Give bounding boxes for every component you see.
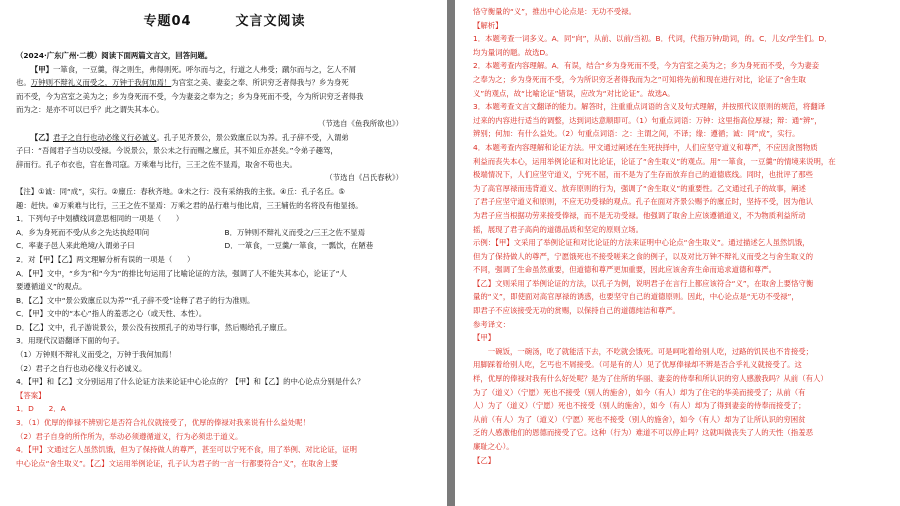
right-page	[455, 0, 900, 506]
passage-b-text: 。孔子见齐景公，景公致廪丘以为养。孔子辞不受，入谓弟	[156, 132, 349, 142]
passage-b-line	[16, 131, 433, 145]
q1-option-a: A．乡为身死而不受/从乡之先达执经叩问	[16, 227, 150, 237]
underlined-sentence: 万钟则不辩礼义而受之，万钟于我何加焉！	[30, 78, 172, 88]
answer-1-2: 1．D 2．A	[16, 404, 66, 414]
analysis-tag: 【解析】	[473, 20, 503, 30]
analysis-line: 为君子应当根据功劳来接受俸禄，而不是无功受禄。他强调了取舍上应该遵循道义，不为物质利益所动	[473, 210, 806, 220]
analysis-line: 过来的内容进行适当的调整，达到词达意顺即可。（1）句重点词语：万钟：这里指高位厚禄；辩：通“辨”，	[473, 115, 822, 125]
example-line: 但为了保持做人的尊严，宁愿饿死也不接受嗟来之食的例子，以及对比万钟不辩礼义而受之与舍生取义的	[473, 251, 813, 261]
passage-b-line: 子曰：“吾闻君子当功以受禄。今说景公，景公未之行而赐之廪丘，其不知丘亦甚矣。”令弟子趣驾，	[16, 146, 338, 156]
answer-4-line: 4．【甲】文通过乞人虽然饥饿，但为了保持做人的尊严，甚至可以宁死不食，用了举例、对比论证，证明	[16, 445, 357, 455]
analysis-line: 摇，展现了君子高尚的道德品质和坚定的原则立场。	[473, 224, 643, 234]
page-title	[16, 10, 433, 29]
translation-line: 一碗饭，一碗汤，吃了就能活下去，不吃就会饿死。可是呵叱着给别人吃，过路的饥民也不肯接受；	[487, 346, 813, 356]
translation-line: 从前（有人）为了（道义）（宁愿）死也不接受（别人的施舍），如今（有人）却为了让所认识的穷困贫	[473, 414, 806, 424]
passage-a-line: 而不受，今为宫室之美为之；乡为身死而不受，今为妻妾之奉为之；乡为身死而不受，今为所识穷乏者得我	[16, 91, 364, 101]
analysis-line: 3．本题考查文言文翻译的能力。解答时，注重重点词语的含义及句式理解，并按照代议原则的规范，将翻译	[473, 102, 826, 112]
analysis-line: 2．本题考查内容理解。A．有误，结合“乡为身死而不受，今为宫室之美为之；乡为身死而不受，今为妻妾	[473, 61, 820, 71]
analysis-line: 极端情况下，人们应坚守道义，宁死不屈，而不是为了生存而放弃自己的道德底线。同时，也批评了那些	[473, 170, 813, 180]
example-line: 【乙】文则采用了举例论证的方法，以孔子为例，说明君子在言行上都应该符合“义”，在取舍上要恪守衡	[473, 278, 814, 288]
translation-line: 用脚踩着给别人吃，乞丐也不屑接受。（可是有的人）见了优厚俸禄却不辨是否合乎礼义就接受了。这	[473, 360, 802, 370]
analysis-line: 均为量词的题。故选D。	[473, 47, 553, 57]
question-1: 1．下列句子中划横线词意思相同的一项是（ ）	[16, 214, 184, 224]
example-line: 不同，强调了生命虽然重要，但道德和尊严更加重要，因此应该舍弃生命而追求道德和尊严。	[473, 265, 777, 275]
passage-a-line: 而为之：是亦不可以已乎？此之谓失其本心。	[16, 105, 164, 115]
passage-a-text: 也。	[16, 78, 31, 88]
example-line: 示例：【甲】文采用了举例论证和对比论证的方法来证明中心论点“舍生取义”。通过描述乞人虽然饥饿，	[473, 238, 810, 248]
answer-3-1: 3．（1）优厚的俸禄不辨别它是否符合礼仪就接受了，优厚的俸禄对我来说有什么益处呢！	[16, 418, 310, 428]
analysis-line: 1．本题考查一词多义。A．同“向”，从前、以前/当初。B．代词，代指万钟/助词，的。C．儿女/学生们。D．	[473, 34, 832, 44]
q2-option-a: A．【甲】文中，“乡为”和“今为”的排比句运用了比喻论证的方法，强调了人不能失其本心，论证了“人	[16, 268, 347, 278]
translation-a-tag: 【甲】	[473, 333, 496, 343]
passage-a-text: 一箪食，一豆羹，得之则生，弗得则死。呼尔而与之，行道之人弗受；蹴尔而与之，乞人不屑	[52, 64, 357, 74]
title-topic: 专题04	[143, 14, 192, 29]
example-line: 即君子不应该接受无功的赏赐，以保持自己的道德纯洁和尊严。	[473, 306, 680, 316]
analysis-line: 了君子应坚守道义和原则，不应无功受禄的观点。孔子在面对齐景公赐予的廪丘时，坚持不受，因为他认	[473, 197, 813, 207]
q1-option-d: D．一箪食，一豆羹/一箪食，一瓢饮，在陋巷	[224, 241, 374, 251]
translation-line: 样，优厚的俸禄对我有什么好处呢？是为了住所的华丽、妻妾的侍奉和所认识的穷人感激我吗？从前（有人）	[473, 374, 828, 384]
question-3-1: （1）万钟则不辩礼义而受之，万钟于我何加焉！	[16, 350, 176, 360]
passage-a-text: 为宫室之美、妻妾之奉、所识穷乏者得我与？乡为身死	[171, 78, 349, 88]
q2-option-a-cont: 要遵循道义”的观点。	[16, 282, 87, 292]
passage-b-tag: 【乙】	[30, 132, 53, 142]
q1-options-row	[16, 226, 433, 240]
translation-line: 人）为了（道义）（宁愿）死也不接受（别人的施舍），如今（有人）却为了得到妻妾的侍奉而接受了；	[473, 401, 806, 411]
passage-a-line	[16, 63, 433, 77]
notes-line: 趣：赶快。⑥万乘难与比行，三王之佐不显焉：万乘之君的品行难与他比肩，三王辅佐的名将没有他显扬。	[16, 200, 363, 210]
translation-b-tag: 【乙】	[473, 455, 496, 465]
left-page	[0, 0, 447, 506]
analysis-line: 之奉为之；乡为身死而不受，今为所识穷乏者得我而为之”可知将先前和现在进行对比，论证了“舍生取	[473, 74, 806, 84]
title-subject: 文言文阅读	[235, 14, 306, 29]
analysis-line: 为了高官厚禄而违背道义、放弃原则的行为，强调了“舍生取义”的重要性。乙文通过孔子的故事，阐述	[473, 183, 806, 193]
intro: （2024·广东广州·二模）阅读下面两篇文言文，回答问题。	[16, 51, 213, 60]
question-3: 3．用现代汉语翻译下面的句子。	[16, 336, 125, 346]
q1-options-row	[16, 239, 433, 253]
translation-line: 为了（道义）（宁愿）死也不接受（别人的施舍），如今（有人）却为了住宅的华美而接受了；从前（有	[473, 387, 806, 397]
answer-tag: 【答案】	[16, 390, 46, 400]
question-2: 2．对【甲】【乙】两文理解分析有误的一项是（ ）	[16, 254, 195, 264]
passage-a-line	[16, 76, 433, 90]
analysis-line: 辨别；何加：有什么益处。（2）句重点词语：之：主谓之间，不译；缘：遵循；诚：同“成”，实行。	[473, 129, 800, 139]
q2-option-b: B．【乙】文中“景公致廪丘以为养”“孔子辞不受”诠释了君子的行为准则。	[16, 295, 255, 305]
source-a: （节选自《鱼我所欲也》）	[318, 118, 403, 128]
answer-4-cont: 恪守衡量的“义”，推出中心论点是：无功不受禄。	[473, 7, 636, 16]
underlined-sentence: 君子之自行也动必缘义行必诚义	[52, 132, 157, 142]
q1-option-c: C．率妻子邑人来此绝境/入谓弟子曰	[16, 241, 135, 251]
reference-translation-tag: 参考译文：	[473, 319, 510, 329]
question-4: 4．【甲】和【乙】文分别运用了什么论证方法来论证中心论点的？【甲】和【乙】的中心论点分别是什么？	[16, 377, 365, 387]
example-line: 量的“义”，即使面对高官厚禄的诱惑，也要坚守自己的道德原则。因此，中心论点是“无功不受禄”，	[473, 292, 799, 302]
source-b: （节选自《吕氏春秋》）	[325, 173, 403, 183]
q2-option-d: D．【乙】文中，孔子游说景公，景公没有按照孔子的劝导行事，然后赐给孔子廪丘。	[16, 322, 292, 332]
analysis-line: 利益而丧失本心，运用举例论证和对比论证，论证了“舍生取义”的观点。用“一箪食，一豆羹”的情境来说明，在	[473, 156, 836, 166]
passage-a-tag: 【甲】	[30, 64, 53, 74]
notes-line: 【注】①诚：同“成”，实行。②廪丘：春秋齐地。③未之行：没有采纳我的主张。④丘：孔子名丘。⑤	[16, 186, 346, 196]
translation-line: 乏的人感激他们的恩德而接受了它。这种（行为）难道不可以停止吗？这就叫做丧失了人的天性（指羞恶	[473, 428, 813, 438]
translation-line: 廉耻之心）。	[473, 442, 514, 451]
answer-3-2: （2）君子自身的所作所为，举动必须遵循道义，行为必须忠于道义。	[16, 431, 243, 441]
q2-option-c: C．【甲】文中的“本心”指人的羞恶之心（或天性、本性）。	[16, 309, 207, 319]
passage-b-line: 辞而行。孔子布衣也，官在鲁司寇。万乘难与比行，三王之佐不显焉，取舍不苟也夫。	[16, 159, 297, 169]
analysis-line: 义”的观点，故“比喻论证”错误，应改为“对比论证”。故选A。	[473, 88, 675, 98]
analysis-line: 4．本题考查内容理解和论证方法。甲文通过阐述在生死抉择中，人们应坚守道义和尊严，不应因贪图物质	[473, 142, 818, 152]
question-3-2: （2）君子之自行也动必缘义行必诚义。	[16, 363, 147, 373]
answer-4-line: 中心论点“舍生取义”。【乙】文运用举例论证，孔子认为君子的一言一行都要符合“义”，在取舍上要	[16, 458, 339, 468]
q1-option-b: B．万钟则不辩礼义而受之/三王之佐不显焉	[224, 227, 366, 237]
